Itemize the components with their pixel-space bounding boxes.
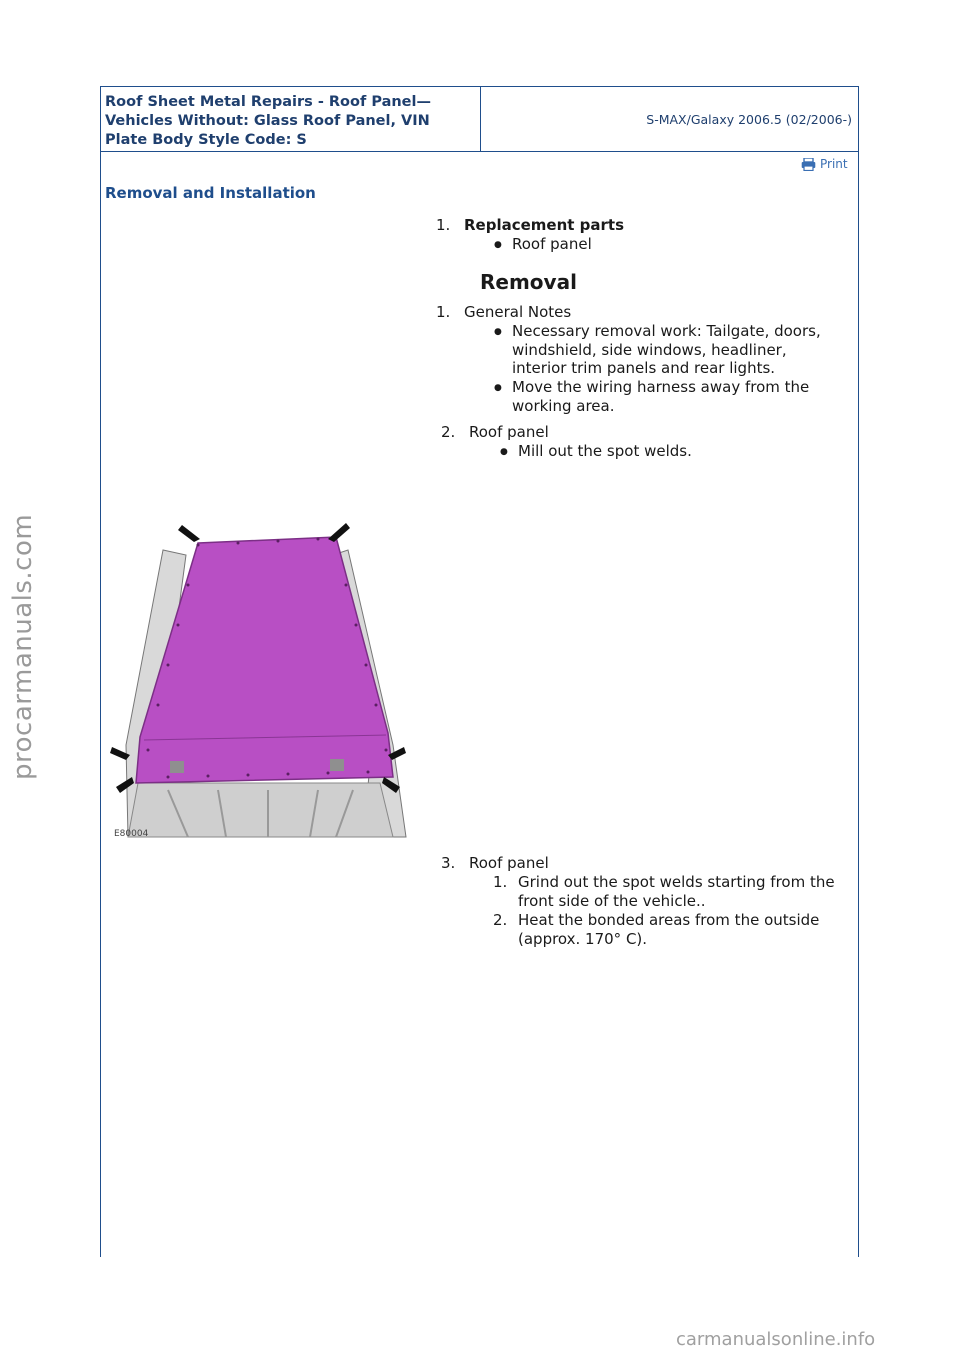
- removal-heading: Removal: [480, 270, 577, 294]
- print-label: Print: [820, 157, 848, 171]
- step1-bullet1-line2: windshield, side windows, headliner,: [512, 341, 787, 359]
- title-line-1: Roof Sheet Metal Repairs - Roof Panel—: [105, 94, 431, 110]
- title-line-3: Plate Body Style Code: S: [105, 132, 307, 148]
- step1-bullet2-line2: working area.: [512, 397, 615, 415]
- step3-substep2-line2: (approx. 170° C).: [518, 930, 648, 948]
- replacement-title: Replacement parts: [464, 216, 625, 234]
- step1-number: 1.: [436, 303, 451, 321]
- roof-panel-illustration: [108, 515, 408, 840]
- model-text: S-MAX/Galaxy 2006.5 (02/2006-): [646, 111, 852, 127]
- step3-number: 3.: [441, 854, 456, 872]
- step3-substep1-number: 1.: [493, 873, 508, 891]
- model-label: [481, 87, 858, 151]
- print-button[interactable]: [801, 157, 848, 171]
- step1-bullet2-line1: ● Move the wiring harness away from the: [512, 378, 809, 397]
- frame-right-border: [858, 152, 859, 1257]
- figure-code: E80004: [114, 829, 149, 839]
- document-header: [100, 86, 859, 152]
- step3-substep1-line2: front side of the vehicle..: [518, 892, 706, 910]
- step1-title: General Notes: [464, 303, 572, 321]
- side-watermark: procarmanuals.com: [8, 513, 38, 780]
- roof-panel-figure: [108, 515, 408, 840]
- step3-substep2-line1: Heat the bonded areas from the outside: [518, 911, 820, 929]
- title-line-2: Vehicles Without: Glass Roof Panel, VIN: [105, 113, 430, 129]
- printer-icon: [801, 158, 816, 171]
- step3-title: Roof panel: [469, 854, 549, 872]
- replacement-item: ● Roof panel: [512, 235, 592, 254]
- footer-site-watermark: carmanualsonline.info: [676, 1329, 876, 1350]
- step2-number: 2.: [441, 423, 456, 441]
- document-title: [101, 87, 481, 151]
- frame-left-border: [100, 152, 101, 1257]
- step2-title: Roof panel: [469, 423, 549, 441]
- replacement-number: 1.: [436, 216, 451, 234]
- step3-substep1-line1: Grind out the spot welds starting from the: [518, 873, 835, 891]
- step2-bullet: ● Mill out the spot welds.: [518, 442, 692, 461]
- step3-substep2-number: 2.: [493, 911, 508, 929]
- step1-bullet1-line1: ● Necessary removal work: Tailgate, doors,: [512, 322, 821, 341]
- step1-bullet1-line3: interior trim panels and rear lights.: [512, 359, 776, 377]
- section-title: Removal and Installation: [105, 184, 316, 202]
